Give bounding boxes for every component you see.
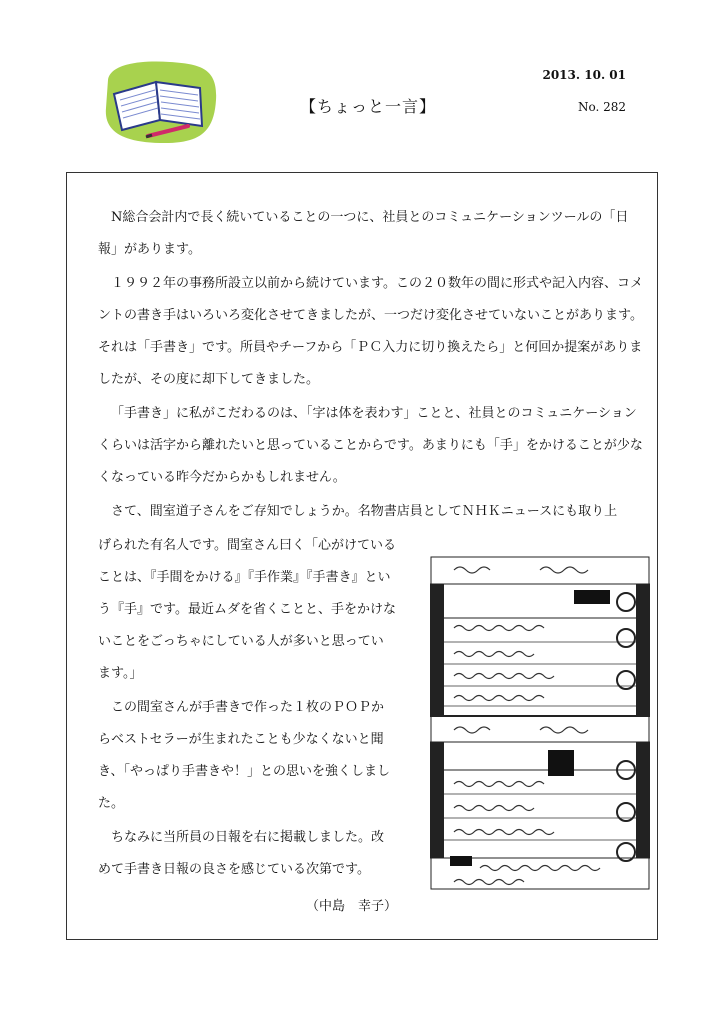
notebook-pen-icon bbox=[100, 60, 220, 145]
paragraph-1: N総合会計内で長く続いていることの一つに、社員とのコミュニケーションツールの「日報」があります。 bbox=[98, 210, 629, 257]
issue-number: No. 282 bbox=[577, 100, 626, 114]
paragraph-5: この間室さんが手書きで作った１枚のＰＯＰからベストセラーが生まれたことも少なくないと聞き、「やっぱり手書きや！」との思いを強くしました。 bbox=[98, 700, 390, 811]
paragraph-2: １９９２年の事務所設立以前から続けています。この２０数年の間に形式や記入内容、コメントの書き手はいろいろ変化させてきましたが、一つだけ変化させていないことがあります。それは「手書き」です。所員やチーフから「ＰＣ入力に切り換えたら」と何回か提案がありましたが、その度に却下してきました。 bbox=[98, 276, 643, 387]
paragraph-4-start: さて、間室道子さんをご存知でしょうか。名物書店員としてＮＨＫニュースにも取り上 bbox=[111, 504, 618, 519]
daily-report-image bbox=[430, 556, 650, 890]
paragraph-3: 「手書き」に私がこだわるのは、「字は体を表わす」ことと、社員とのコミュニケーションくらいは活字から離れたいと思っていることからです。あまりにも「手」をかけることが少なくなっている昨今だからかもしれません。 bbox=[98, 406, 643, 485]
page-title: 【ちょっと一言】 bbox=[300, 97, 437, 116]
paragraph-4-cont: げられた有名人です。間室さん曰く「心がけていることは、『手間をかける』『手作業』『手書き』という『手』です。最近ムダを省くことと、手をかけないことをごっちゃにしている人が多いと思っています。」 bbox=[98, 538, 396, 681]
paragraph-6: ちなみに当所員の日報を右に掲載しました。改めて手書き日報の良さを感じている次第です。 bbox=[98, 830, 385, 877]
date-label: 2013. 10. 01 bbox=[542, 68, 626, 82]
signature: （中島 幸子） bbox=[306, 899, 398, 914]
